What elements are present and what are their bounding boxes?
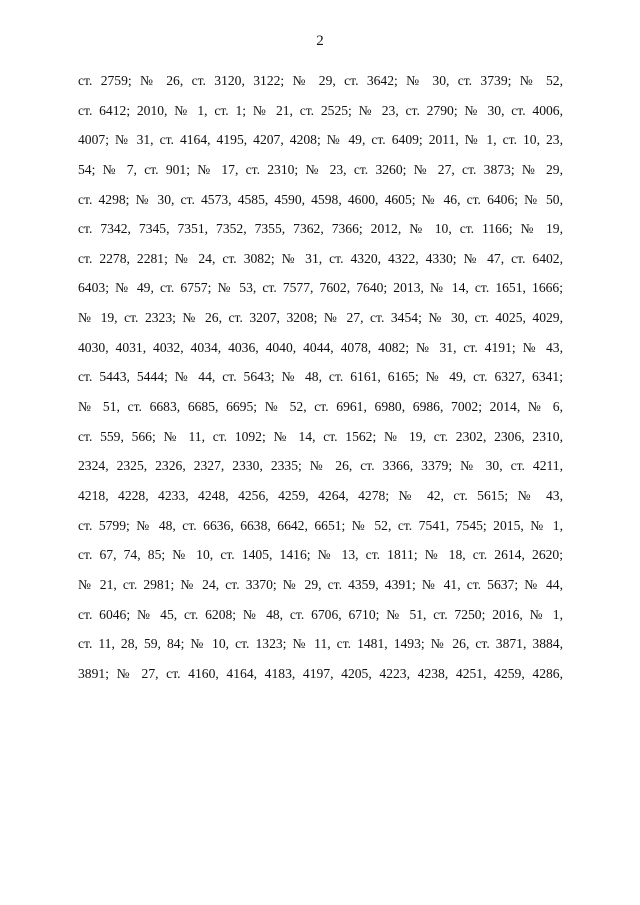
text-line: № 19, ст. 2323; № 26, ст. 3207, 3208; № 27, ст. 3454; № 30, ст. 4025, 4029,	[78, 310, 563, 326]
text-line: 54; № 7, ст. 901; № 17, ст. 2310; № 23, ст. 3260; № 27, ст. 3873; № 29,	[78, 161, 563, 177]
page-number: 2	[316, 33, 324, 49]
text-line: ст. 5443, 5444; № 44, ст. 5643; № 48, ст. 6161, 6165; № 49, ст. 6327, 6341;	[78, 369, 563, 385]
text-line: ст. 2759; № 26, ст. 3120, 3122; № 29, ст. 3642; № 30, ст. 3739; № 52,	[78, 73, 563, 88]
text-line: 4218, 4228, 4233, 4248, 4256, 4259, 4264, 4278; № 42, ст. 5615; № 43,	[78, 487, 563, 503]
text-line: ст. 2278, 2281; № 24, ст. 3082; № 31, ст. 4320, 4322, 4330; № 47, ст. 6402,	[78, 250, 563, 266]
text-line: 3891; № 27, ст. 4160, 4164, 4183, 4197, 4205, 4223, 4238, 4251, 4259, 4286,	[78, 665, 563, 681]
text-line: 6403; № 49, ст. 6757; № 53, ст. 7577, 7602, 7640; 2013, № 14, ст. 1651, 1666;	[78, 280, 563, 296]
text-line: № 51, ст. 6683, 6685, 6695; № 52, ст. 6961, 6980, 6986, 7002; 2014, № 6,	[78, 399, 563, 415]
text-line: ст. 6412; 2010, № 1, ст. 1; № 21, ст. 2525; № 23, ст. 2790; № 30, ст. 4006,	[78, 102, 563, 118]
text-line: ст. 5799; № 48, ст. 6636, 6638, 6642, 6651; № 52, ст. 7541, 7545; 2015, № 1,	[78, 517, 563, 533]
text-line: ст. 4298; № 30, ст. 4573, 4585, 4590, 4598, 4600, 4605; № 46, ст. 6406; № 50,	[78, 191, 563, 207]
text-line: ст. 11, 28, 59, 84; № 10, ст. 1323; № 11, ст. 1481, 1493; № 26, ст. 3871, 3884,	[78, 636, 563, 652]
text-line: ст. 67, 74, 85; № 10, ст. 1405, 1416; № 13, ст. 1811; № 18, ст. 2614, 2620;	[78, 547, 563, 563]
text-line: 4030, 4031, 4032, 4034, 4036, 4040, 4044, 4078, 4082; № 31, ст. 4191; № 43,	[78, 339, 563, 355]
text-line: ст. 6046; № 45, ст. 6208; № 48, ст. 6706, 6710; № 51, ст. 7250; 2016, № 1,	[78, 606, 563, 622]
text-line: 2324, 2325, 2326, 2327, 2330, 2335; № 26, ст. 3366, 3379; № 30, ст. 4211,	[78, 458, 563, 474]
body-text	[78, 66, 563, 688]
text-line: № 21, ст. 2981; № 24, ст. 3370; № 29, ст. 4359, 4391; № 41, ст. 5637; № 44,	[78, 576, 563, 592]
text-line: 4007; № 31, ст. 4164, 4195, 4207, 4208; № 49, ст. 6409; 2011, № 1, ст. 10, 23,	[78, 132, 563, 148]
text-line: ст. 7342, 7345, 7351, 7352, 7355, 7362, 7366; 2012, № 10, ст. 1166; № 19,	[78, 221, 563, 237]
text-line: ст. 559, 566; № 11, ст. 1092; № 14, ст. 1562; № 19, ст. 2302, 2306, 2310,	[78, 428, 563, 444]
